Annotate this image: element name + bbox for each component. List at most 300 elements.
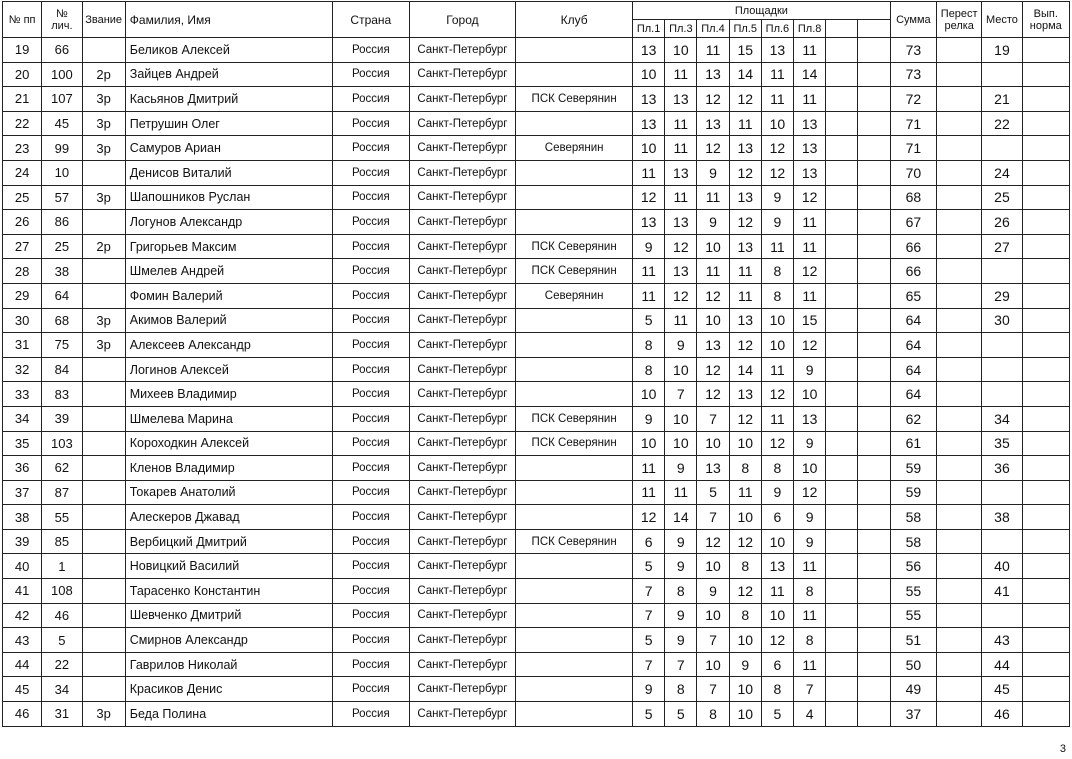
cell-reshoot <box>937 87 982 112</box>
cell-rank: 3р <box>82 702 125 727</box>
cell-sum: 70 <box>890 160 936 185</box>
cell-reshoot <box>937 259 982 284</box>
cell-name: Тарасенко Константин <box>125 579 332 604</box>
cell-club <box>516 185 633 210</box>
cell-rank <box>82 628 125 653</box>
cell-reshoot <box>937 554 982 579</box>
cell-num: 31 <box>3 333 42 358</box>
cell-num: 29 <box>3 283 42 308</box>
cell-club <box>516 357 633 382</box>
cell-num: 21 <box>3 87 42 112</box>
cell-rank: 3р <box>82 111 125 136</box>
cell-name: Красиков Денис <box>125 677 332 702</box>
cell-rank: 3р <box>82 308 125 333</box>
cell-platform-score: 11 <box>794 283 826 308</box>
header-place: Место <box>982 2 1022 38</box>
cell-name: Михеев Владимир <box>125 382 332 407</box>
cell-license: 10 <box>42 160 82 185</box>
cell-club: Северянин <box>516 136 633 161</box>
cell-name: Шмелева Марина <box>125 406 332 431</box>
cell-platform-score: 11 <box>794 87 826 112</box>
cell-city: Санкт-Петербург <box>409 87 516 112</box>
cell-license: 75 <box>42 333 82 358</box>
cell-platform-empty <box>858 480 890 505</box>
table-row <box>3 234 1070 259</box>
cell-license: 66 <box>42 38 82 63</box>
table-row <box>3 160 1070 185</box>
cell-club <box>516 333 633 358</box>
cell-club <box>516 382 633 407</box>
cell-platform-score: 10 <box>794 382 826 407</box>
table-row <box>3 652 1070 677</box>
cell-platform-empty <box>826 702 858 727</box>
cell-platform-score: 12 <box>697 87 729 112</box>
cell-norm <box>1022 505 1069 530</box>
table-row <box>3 505 1070 530</box>
cell-platform-score: 11 <box>794 38 826 63</box>
cell-platform-score: 9 <box>794 357 826 382</box>
cell-platform-score: 6 <box>761 505 793 530</box>
cell-rank <box>82 382 125 407</box>
cell-platform-score: 11 <box>633 259 665 284</box>
cell-platform-score: 13 <box>697 111 729 136</box>
cell-platform-score: 10 <box>665 38 697 63</box>
cell-reshoot <box>937 62 982 87</box>
cell-country: Россия <box>333 480 409 505</box>
cell-platform-score: 10 <box>761 603 793 628</box>
cell-sum: 73 <box>890 38 936 63</box>
cell-platform-score: 11 <box>665 185 697 210</box>
cell-place: 36 <box>982 456 1022 481</box>
cell-city: Санкт-Петербург <box>409 111 516 136</box>
header-platform-1: Пл.1 <box>633 20 665 38</box>
cell-platform-score: 11 <box>761 87 793 112</box>
cell-norm <box>1022 431 1069 456</box>
cell-platform-score: 5 <box>665 702 697 727</box>
cell-reshoot <box>937 505 982 530</box>
cell-name: Токарев Анатолий <box>125 480 332 505</box>
header-num: № пп <box>3 2 42 38</box>
cell-platform-empty <box>826 283 858 308</box>
cell-platform-score: 13 <box>761 38 793 63</box>
cell-platform-score: 11 <box>665 62 697 87</box>
cell-platform-score: 12 <box>794 480 826 505</box>
cell-country: Россия <box>333 87 409 112</box>
cell-country: Россия <box>333 308 409 333</box>
cell-platform-score: 12 <box>794 259 826 284</box>
cell-platform-score: 13 <box>633 111 665 136</box>
cell-sum: 58 <box>890 505 936 530</box>
cell-city: Санкт-Петербург <box>409 603 516 628</box>
cell-norm <box>1022 579 1069 604</box>
cell-platform-score: 11 <box>794 210 826 235</box>
cell-platform-score: 11 <box>633 456 665 481</box>
table-row <box>3 406 1070 431</box>
cell-sum: 49 <box>890 677 936 702</box>
cell-rank <box>82 357 125 382</box>
cell-platform-empty <box>858 210 890 235</box>
cell-sum: 59 <box>890 456 936 481</box>
cell-platform-score: 9 <box>633 677 665 702</box>
cell-num: 28 <box>3 259 42 284</box>
cell-platform-score: 10 <box>729 702 761 727</box>
cell-place <box>982 382 1022 407</box>
cell-rank <box>82 259 125 284</box>
cell-platform-empty <box>858 456 890 481</box>
header-platform-2: Пл.3 <box>665 20 697 38</box>
cell-platform-score: 11 <box>761 357 793 382</box>
cell-platform-score: 9 <box>665 554 697 579</box>
cell-place: 24 <box>982 160 1022 185</box>
cell-num: 22 <box>3 111 42 136</box>
cell-license: 38 <box>42 259 82 284</box>
cell-rank <box>82 603 125 628</box>
cell-reshoot <box>937 456 982 481</box>
cell-platform-score: 10 <box>697 554 729 579</box>
cell-reshoot <box>937 160 982 185</box>
cell-platform-empty <box>858 283 890 308</box>
cell-license: 45 <box>42 111 82 136</box>
cell-norm <box>1022 62 1069 87</box>
cell-platform-score: 9 <box>665 529 697 554</box>
table-row <box>3 554 1070 579</box>
cell-city: Санкт-Петербург <box>409 702 516 727</box>
cell-sum: 64 <box>890 308 936 333</box>
cell-norm <box>1022 38 1069 63</box>
cell-platform-empty <box>858 382 890 407</box>
cell-platform-score: 7 <box>697 628 729 653</box>
cell-num: 37 <box>3 480 42 505</box>
cell-name: Гаврилов Николай <box>125 652 332 677</box>
cell-platform-score: 13 <box>794 160 826 185</box>
cell-platform-empty <box>826 382 858 407</box>
cell-city: Санкт-Петербург <box>409 406 516 431</box>
cell-norm <box>1022 406 1069 431</box>
cell-num: 34 <box>3 406 42 431</box>
cell-club <box>516 111 633 136</box>
cell-platform-empty <box>826 652 858 677</box>
table-row <box>3 677 1070 702</box>
cell-platform-score: 13 <box>633 87 665 112</box>
cell-name: Шапошников Руслан <box>125 185 332 210</box>
cell-country: Россия <box>333 579 409 604</box>
cell-sum: 51 <box>890 628 936 653</box>
cell-num: 19 <box>3 38 42 63</box>
cell-city: Санкт-Петербург <box>409 259 516 284</box>
cell-reshoot <box>937 283 982 308</box>
cell-name: Короходкин Алексей <box>125 431 332 456</box>
cell-num: 39 <box>3 529 42 554</box>
table-row <box>3 628 1070 653</box>
page-number: 3 <box>1059 743 1066 755</box>
cell-city: Санкт-Петербург <box>409 628 516 653</box>
cell-license: 62 <box>42 456 82 481</box>
cell-norm <box>1022 333 1069 358</box>
cell-city: Санкт-Петербург <box>409 283 516 308</box>
cell-num: 45 <box>3 677 42 702</box>
header-norm: Вып. норма <box>1022 2 1069 38</box>
cell-place: 45 <box>982 677 1022 702</box>
cell-name: Шевченко Дмитрий <box>125 603 332 628</box>
cell-platform-score: 8 <box>729 603 761 628</box>
cell-rank <box>82 579 125 604</box>
cell-platform-empty <box>858 136 890 161</box>
cell-platform-score: 10 <box>633 62 665 87</box>
cell-platform-score: 13 <box>729 382 761 407</box>
cell-platform-score: 13 <box>729 234 761 259</box>
cell-platform-empty <box>858 357 890 382</box>
cell-sum: 65 <box>890 283 936 308</box>
cell-rank <box>82 480 125 505</box>
cell-platform-empty <box>858 62 890 87</box>
cell-platform-score: 13 <box>665 160 697 185</box>
cell-platform-score: 9 <box>761 480 793 505</box>
table-row <box>3 456 1070 481</box>
cell-platform-score: 13 <box>665 87 697 112</box>
cell-reshoot <box>937 111 982 136</box>
cell-platform-score: 12 <box>633 185 665 210</box>
cell-platform-score: 8 <box>761 677 793 702</box>
cell-platform-score: 12 <box>794 333 826 358</box>
cell-platform-empty <box>858 259 890 284</box>
cell-reshoot <box>937 333 982 358</box>
cell-country: Россия <box>333 554 409 579</box>
cell-club: ПСК Северянин <box>516 406 633 431</box>
cell-platform-score: 5 <box>761 702 793 727</box>
cell-place: 25 <box>982 185 1022 210</box>
cell-num: 26 <box>3 210 42 235</box>
cell-platform-score: 4 <box>794 702 826 727</box>
cell-platform-score: 6 <box>761 652 793 677</box>
cell-club <box>516 160 633 185</box>
cell-platform-score: 8 <box>633 333 665 358</box>
header-name: Фамилия, Имя <box>125 2 332 38</box>
cell-country: Россия <box>333 603 409 628</box>
cell-place: 44 <box>982 652 1022 677</box>
cell-norm <box>1022 603 1069 628</box>
cell-club <box>516 505 633 530</box>
cell-platform-score: 10 <box>665 406 697 431</box>
cell-platform-score: 12 <box>761 628 793 653</box>
cell-platform-score: 8 <box>633 357 665 382</box>
cell-platform-empty <box>826 603 858 628</box>
cell-city: Санкт-Петербург <box>409 234 516 259</box>
cell-club <box>516 677 633 702</box>
cell-name: Самуров Ариан <box>125 136 332 161</box>
cell-platform-score: 9 <box>697 160 729 185</box>
cell-platform-empty <box>826 480 858 505</box>
cell-platform-score: 15 <box>794 308 826 333</box>
cell-platform-score: 10 <box>761 111 793 136</box>
cell-platform-empty <box>826 62 858 87</box>
cell-sum: 67 <box>890 210 936 235</box>
cell-platform-score: 11 <box>697 259 729 284</box>
cell-platform-empty <box>858 677 890 702</box>
cell-country: Россия <box>333 357 409 382</box>
cell-country: Россия <box>333 677 409 702</box>
cell-place: 30 <box>982 308 1022 333</box>
cell-rank <box>82 283 125 308</box>
cell-name: Логунов Александр <box>125 210 332 235</box>
cell-platform-score: 9 <box>697 579 729 604</box>
cell-platform-score: 10 <box>697 308 729 333</box>
cell-norm <box>1022 111 1069 136</box>
cell-platform-score: 7 <box>697 505 729 530</box>
table-row <box>3 603 1070 628</box>
cell-platform-score: 5 <box>633 308 665 333</box>
cell-sum: 58 <box>890 529 936 554</box>
cell-place: 34 <box>982 406 1022 431</box>
cell-platform-empty <box>826 431 858 456</box>
cell-club: ПСК Северянин <box>516 234 633 259</box>
cell-sum: 64 <box>890 357 936 382</box>
cell-platform-score: 8 <box>794 628 826 653</box>
cell-platform-empty <box>826 210 858 235</box>
cell-num: 20 <box>3 62 42 87</box>
cell-platform-score: 13 <box>697 333 729 358</box>
cell-license: 108 <box>42 579 82 604</box>
table-row <box>3 111 1070 136</box>
cell-reshoot <box>937 210 982 235</box>
cell-license: 25 <box>42 234 82 259</box>
cell-sum: 50 <box>890 652 936 677</box>
cell-name: Алексеев Александр <box>125 333 332 358</box>
cell-platform-empty <box>826 185 858 210</box>
cell-norm <box>1022 136 1069 161</box>
cell-platform-score: 13 <box>729 136 761 161</box>
cell-reshoot <box>937 136 982 161</box>
cell-platform-score: 9 <box>633 234 665 259</box>
cell-num: 23 <box>3 136 42 161</box>
cell-platform-score: 14 <box>729 62 761 87</box>
table-header <box>3 2 1070 38</box>
cell-city: Санкт-Петербург <box>409 677 516 702</box>
table-row <box>3 259 1070 284</box>
cell-place <box>982 480 1022 505</box>
cell-country: Россия <box>333 702 409 727</box>
cell-platform-score: 10 <box>697 234 729 259</box>
cell-num: 40 <box>3 554 42 579</box>
cell-platform-score: 11 <box>665 480 697 505</box>
cell-platform-score: 7 <box>697 406 729 431</box>
cell-platform-score: 12 <box>729 333 761 358</box>
cell-country: Россия <box>333 456 409 481</box>
cell-club: ПСК Северянин <box>516 259 633 284</box>
cell-place <box>982 529 1022 554</box>
cell-platform-score: 11 <box>794 554 826 579</box>
cell-platform-score: 12 <box>697 283 729 308</box>
cell-reshoot <box>937 38 982 63</box>
table-row <box>3 210 1070 235</box>
cell-platform-empty <box>858 702 890 727</box>
cell-platform-score: 10 <box>697 652 729 677</box>
cell-club: Северянин <box>516 283 633 308</box>
cell-platform-score: 13 <box>729 308 761 333</box>
cell-platform-score: 10 <box>729 431 761 456</box>
cell-platform-empty <box>858 505 890 530</box>
cell-platform-score: 14 <box>729 357 761 382</box>
cell-platform-score: 13 <box>794 111 826 136</box>
cell-num: 41 <box>3 579 42 604</box>
cell-platform-empty <box>858 652 890 677</box>
cell-city: Санкт-Петербург <box>409 480 516 505</box>
cell-rank: 3р <box>82 136 125 161</box>
cell-license: 22 <box>42 652 82 677</box>
cell-license: 85 <box>42 529 82 554</box>
cell-city: Санкт-Петербург <box>409 185 516 210</box>
cell-city: Санкт-Петербург <box>409 505 516 530</box>
table-row <box>3 431 1070 456</box>
cell-norm <box>1022 357 1069 382</box>
header-platform-5: Пл.6 <box>761 20 793 38</box>
cell-platform-score: 8 <box>761 283 793 308</box>
cell-place <box>982 357 1022 382</box>
cell-country: Россия <box>333 382 409 407</box>
cell-platform-empty <box>858 579 890 604</box>
cell-name: Шмелев Андрей <box>125 259 332 284</box>
cell-license: 68 <box>42 308 82 333</box>
cell-norm <box>1022 185 1069 210</box>
cell-license: 39 <box>42 406 82 431</box>
cell-platform-score: 9 <box>633 406 665 431</box>
cell-platform-score: 12 <box>729 529 761 554</box>
cell-license: 99 <box>42 136 82 161</box>
cell-city: Санкт-Петербург <box>409 333 516 358</box>
cell-platform-empty <box>858 160 890 185</box>
cell-platform-score: 5 <box>697 480 729 505</box>
cell-platform-score: 13 <box>794 136 826 161</box>
cell-platform-score: 12 <box>697 382 729 407</box>
cell-city: Санкт-Петербург <box>409 136 516 161</box>
cell-platform-score: 10 <box>633 136 665 161</box>
cell-name: Беда Полина <box>125 702 332 727</box>
cell-platform-score: 13 <box>794 406 826 431</box>
cell-club <box>516 456 633 481</box>
cell-license: 84 <box>42 357 82 382</box>
cell-place <box>982 62 1022 87</box>
cell-platform-score: 12 <box>697 357 729 382</box>
cell-country: Россия <box>333 185 409 210</box>
cell-platform-empty <box>858 333 890 358</box>
cell-rank: 3р <box>82 185 125 210</box>
cell-platform-score: 12 <box>761 136 793 161</box>
cell-name: Вербицкий Дмитрий <box>125 529 332 554</box>
cell-rank: 2р <box>82 234 125 259</box>
cell-rank <box>82 677 125 702</box>
cell-club <box>516 554 633 579</box>
cell-place: 29 <box>982 283 1022 308</box>
cell-license: 57 <box>42 185 82 210</box>
cell-reshoot <box>937 357 982 382</box>
table-row <box>3 185 1070 210</box>
cell-platform-score: 12 <box>729 406 761 431</box>
cell-sum: 71 <box>890 136 936 161</box>
cell-name: Денисов Виталий <box>125 160 332 185</box>
cell-platform-score: 9 <box>794 505 826 530</box>
header-platform-8 <box>858 20 890 38</box>
header-country: Страна <box>333 2 409 38</box>
cell-platform-score: 10 <box>633 382 665 407</box>
cell-country: Россия <box>333 431 409 456</box>
cell-norm <box>1022 456 1069 481</box>
cell-place: 38 <box>982 505 1022 530</box>
cell-city: Санкт-Петербург <box>409 529 516 554</box>
table-row <box>3 357 1070 382</box>
cell-club <box>516 38 633 63</box>
cell-name: Зайцев Андрей <box>125 62 332 87</box>
header-platforms: Площадки <box>633 2 891 20</box>
cell-platform-score: 7 <box>633 603 665 628</box>
